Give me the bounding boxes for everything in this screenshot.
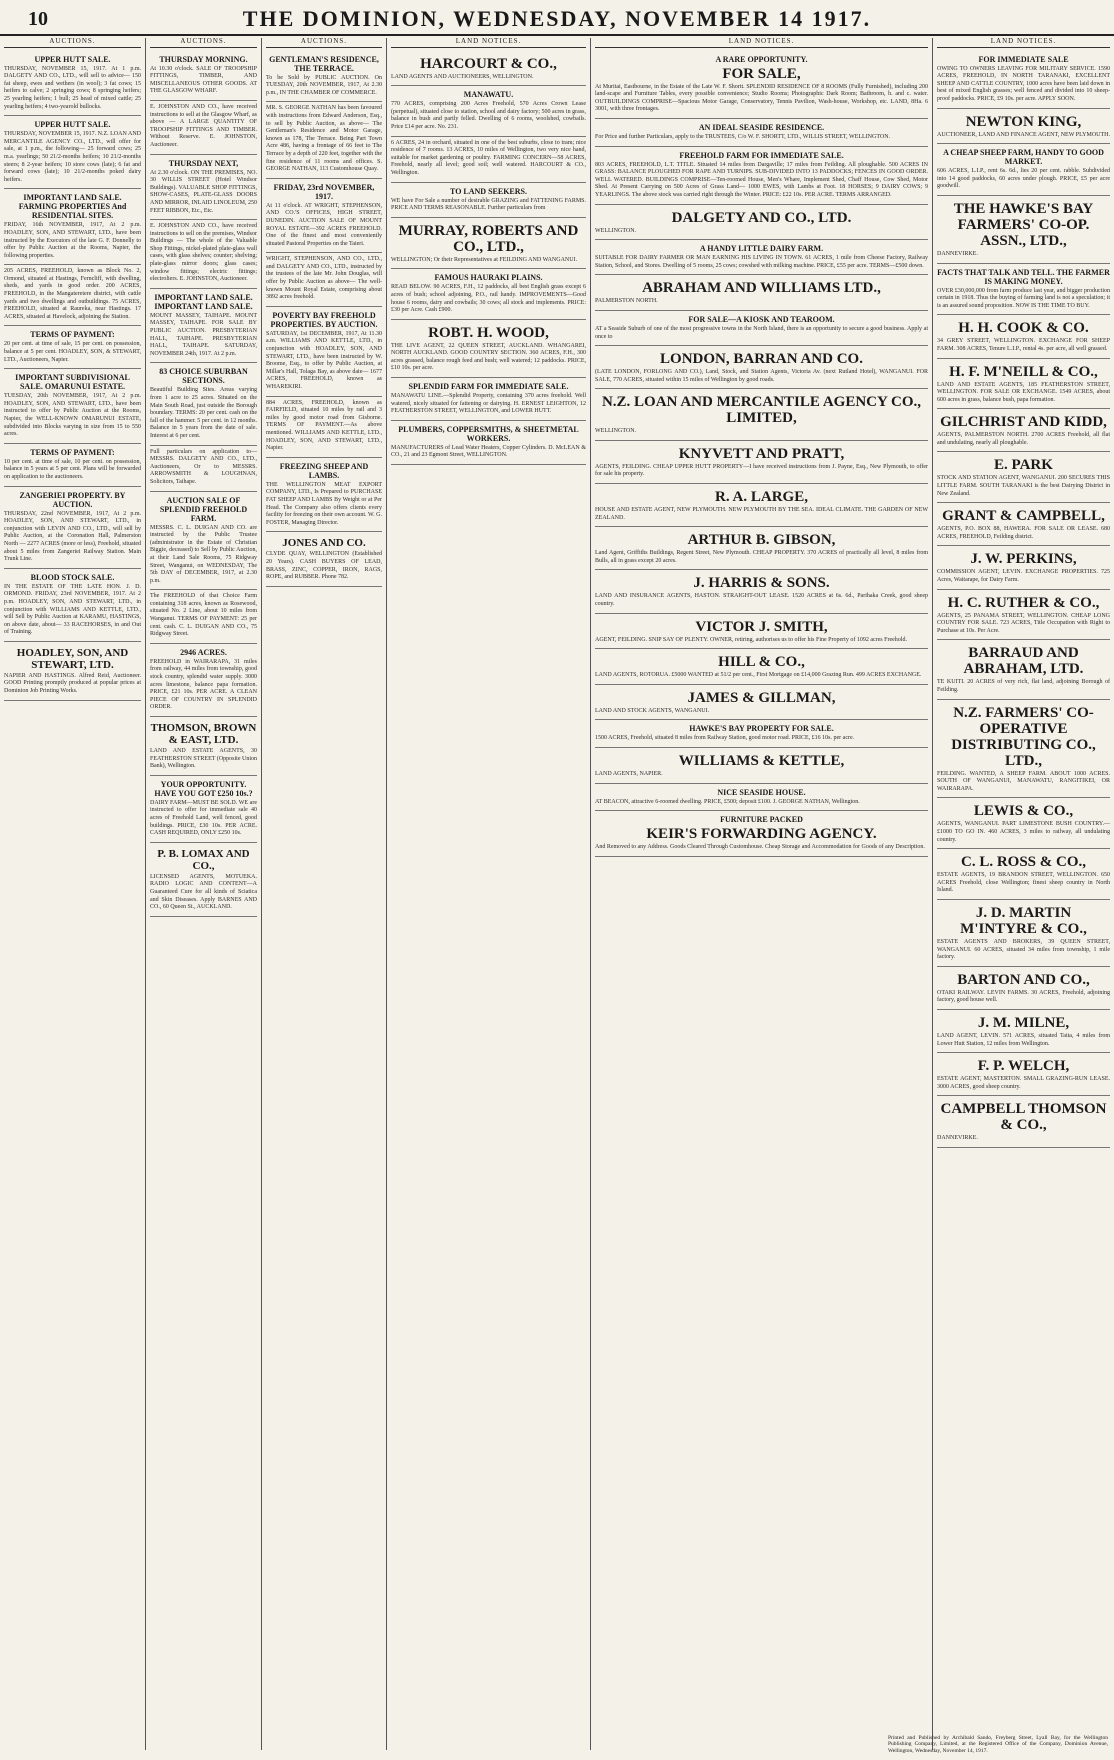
column-heading: AUCTIONS. xyxy=(266,38,382,48)
ad-firm-name: H. H. COOK & CO. xyxy=(958,320,1089,337)
ad-body: TUESDAY, 20th NOVEMBER, 1917, At 2 p.m. HOADLEY, SON, AND STEWART, LTD., have been instructed to offer by Public Auction at the Rooms, Napier, the WELL-KNOWN OMARUNUI ESTATE, subdivided into Blocks varying in size from 15 to 550 acres. xyxy=(4,393,141,438)
advertisement xyxy=(266,397,382,458)
ad-title: FREEHOLD FARM FOR IMMEDIATE SALE. xyxy=(679,150,844,160)
advertisement xyxy=(937,503,1110,546)
advertisement xyxy=(937,1053,1110,1096)
advertisement xyxy=(4,642,141,701)
advertisement xyxy=(4,116,141,189)
ad-body: DANNEVIRKE. xyxy=(937,1135,978,1142)
ad-firm-name: HILL & CO., xyxy=(718,654,805,671)
ad-body: LAND AGENTS AND AUCTIONEERS, WELLINGTON. xyxy=(391,73,534,80)
ad-title: 2946 ACRES. xyxy=(180,647,227,657)
advertisement xyxy=(150,446,257,492)
ad-body: AGENTS, 25 PANAMA STREET, WELLINGTON. CHEAP LONG COUNTRY FOR SALE. 723 ACRES, Title Occupation with Right to Purchase at 10s. Per Acre. xyxy=(937,612,1110,634)
advertisement xyxy=(937,109,1110,145)
advertisement xyxy=(4,189,141,265)
advertisement xyxy=(595,147,928,205)
ad-title: MANAWATU. xyxy=(463,90,514,100)
ad-body: AT a Seaside Suburb of one of the most progressive towns in the North Island, there is an opportunity to secure a good business. Apply at once to xyxy=(595,325,928,340)
ad-title: FRIDAY, 23rd NOVEMBER, 1917. xyxy=(273,182,375,201)
advertisement xyxy=(595,311,928,346)
advertisement xyxy=(266,179,382,254)
ad-body: THURSDAY, NOVEMBER 15, 1917. At 1 p.m. DALGETY AND CO., LTD., will sell to advice— 150 fat sheep, ewes and wethers (in wool); 3 fat cows; 15 heifers to calve; 2 springing cows; 8 springing heifers; 25 yearling heifers; 1 bull; 25 head of mixed cattle; 25 yearling heifers; 4 two-yearold bullocks. xyxy=(4,65,141,110)
advertisement xyxy=(595,484,928,527)
ad-body: Beautiful Building Sites. Areas varying from 1 acre to 25 acres. Situated on the Main South Road, just outside the Borough boundary. TERMS: 20 per cent. cash on the fall of the hammer. 5 per cent. in 12 months. Balance in 5 years from the date of sale. Interest at 6 per cent. xyxy=(150,387,257,439)
ad-firm-name: N.Z. LOAN AND MERCANTILE AGENCY CO., LIMITED, xyxy=(601,394,922,427)
advertisement xyxy=(150,644,257,717)
ad-firm-name: HARCOURT & CO., xyxy=(420,55,557,72)
ad-body: And Removed to any Address. Goods Cleared Through Customhouse. Cheap Storage and Accommodation for Goods of any Description. xyxy=(595,844,925,851)
ad-body: E. JOHNSTON AND CO., have received instructions to sell at the Glasgow Wharf, as above — A LARGE QUANTITY OF TROOPSHIP FITTINGS AND TIMBER. Without Reserve. E. JOHNSTON, Auctioneer. xyxy=(150,103,257,148)
ad-body: NAPIER AND HASTINGS. Alfred Reid, Auctioneer. GOOD Printing promptly produced at popular prices at Dominion Job Printing Works. xyxy=(4,672,141,695)
advertisement xyxy=(150,363,257,445)
advertisement xyxy=(937,1096,1110,1148)
advertisement xyxy=(595,685,928,721)
advertisement xyxy=(937,1010,1110,1053)
ad-firm-name: ROBT. H. WOOD, xyxy=(428,324,549,341)
newspaper-title: THE DOMINION, WEDNESDAY, NOVEMBER 14 1917. xyxy=(242,6,872,31)
ad-body: LAND AGENTS, ROTORUA. £5000 WANTED at 51/2 per cent., First Mortgage on £14,000 Grazing Run. 499 ACRES EXCHANGE. xyxy=(595,672,922,679)
ad-firm-name: DALGETY AND CO., LTD. xyxy=(671,209,852,226)
advertisement xyxy=(595,649,928,685)
column-1 xyxy=(0,38,146,1750)
advertisement xyxy=(937,700,1110,799)
ad-title: ZANGERIEI PROPERTY. BY AUCTION. xyxy=(19,490,126,509)
ad-firm-name: F. P. WELCH, xyxy=(977,1058,1070,1075)
ad-body: Land Agent, Griffiths Buildings, Regent Street, New Plymouth. CHEAP PROPERTY. 370 ACRES of practically all level, 8 miles from Bulls, all in grass except 20 acres. xyxy=(595,550,928,564)
advertisement xyxy=(937,452,1110,503)
ad-firm-name: P. B. LOMAX AND CO., xyxy=(157,847,250,872)
ad-title: 83 CHOICE SUBURBAN SECTIONS. xyxy=(159,367,248,386)
ad-firm-name: KEIR'S FORWARDING AGENCY. xyxy=(646,826,877,843)
ad-body: For Price and further Particulars, apply to the TRUSTEES, C/o W. F. SHORTT, LTD., WILLIS STREET, WELLINGTON. xyxy=(595,133,891,140)
ad-title: AUCTION SALE OF SPLENDID FREEHOLD FARM. xyxy=(159,495,248,523)
ad-title: POVERTY BAY FREEHOLD PROPERTIES. BY AUCTION. xyxy=(270,310,378,329)
ad-title: THURSDAY MORNING. xyxy=(159,54,248,64)
advertisement xyxy=(4,51,141,117)
advertisement xyxy=(937,849,1110,900)
ad-title: A RARE OPPORTUNITY. xyxy=(715,54,808,64)
ad-title: FACTS THAT TALK AND TELL. THE FARMER IS MAKING MONEY. xyxy=(937,267,1110,286)
ad-body: CLYDE QUAY, WELLINGTON (Established 20 Years). CASH BUYERS OF LEAD, BRASS, ZINC, COPPER, IRON, RAGS, ROPE, and RUBBER. Phone 782. xyxy=(266,551,382,581)
ad-body: OVER £30,000,000 from farm produce last year, and bigger production certain in 1918. Thus the buying of farming land is not a speculation; it is an assured sound proposition. NOW IS THE TIME TO BUY. xyxy=(937,287,1110,309)
ad-body: WELLINGTON. xyxy=(595,227,637,234)
ad-body: MR. S. GEORGE NATHAN has been favoured with instructions from Edward Anderson, Esq., to sell by Public Auction, as above— The Gentleman's Residence and Motor Garage, known as 178, The Terrace. Being Part Town Acre 486, having a frontage of 66 feet to The Terrace by a depth of 220 feet, together with the fine residence of 11 rooms and offices. S. GEORGE NATHAN, 113 Customhouse Quay. xyxy=(266,105,382,173)
advertisement xyxy=(391,421,586,465)
ad-firm-name: VICTOR J. SMITH, xyxy=(695,618,828,635)
ad-title: A CHEAP SHEEP FARM, HANDY TO GOOD MARKET. xyxy=(943,148,1104,167)
ad-title: AN IDEAL SEASIDE RESIDENCE. xyxy=(698,122,825,132)
ad-firm-name: NEWTON KING, xyxy=(965,113,1082,130)
advertisement xyxy=(4,265,141,326)
ad-firm-name: KNYVETT AND PRATT, xyxy=(678,445,845,462)
ad-firm-name: LONDON, BARRAN AND CO. xyxy=(660,351,863,368)
ad-firm-name: E. PARK xyxy=(994,457,1053,474)
ad-firm-name: GILCHRIST AND KIDD, xyxy=(940,414,1107,431)
ad-firm-name: CAMPBELL THOMSON & CO., xyxy=(940,1101,1107,1134)
ad-body: ESTATE AGENTS, 19 BRANDON STREET, WELLINGTON. 650 ACRES Freehold, close Wellington; finest sheep country in North Island. xyxy=(937,872,1110,894)
ad-title: HAWKE'S BAY PROPERTY FOR SALE. xyxy=(689,724,834,734)
ad-firm-name: MURRAY, ROBERTS AND CO., LTD., xyxy=(398,222,579,255)
ad-body: FREEHOLD in WAIRARAPA, 31 miles from railway, 44 miles from township, good stock country, splendid water supply. 3000 acres limestone, balance papa formation. PRICE, £21 10s. PER ACRE. A CLEAN PIECE OF COUNTRY IN SPLENDID ORDER. xyxy=(150,658,257,711)
ad-title: YOUR OPPORTUNITY. HAVE YOU GOT £250 10s.? xyxy=(154,779,253,798)
ad-body: PALMERSTON NORTH. xyxy=(595,298,658,305)
advertisement xyxy=(937,315,1110,358)
ad-title: IMPORTANT SUBDIVISIONAL SALE. OMARUNUI ESTATE. xyxy=(15,373,130,392)
ad-body: DAIRY FARM—MUST BE SOLD. WE are instructed to offer for immediate sale 40 acres of Freehold Land, well fenced, good buildings. PRICE, £30 10s. PER ACRE. CASH REQUIRED, ONLY £250 10s. xyxy=(150,799,257,837)
advertisement xyxy=(595,441,928,484)
advertisement xyxy=(391,137,586,183)
ad-firm-name: J. HARRIS & SONS. xyxy=(693,575,830,592)
ad-body: LICENSED AGENTS, MOTUEKA. RADIO LOGIC AND CONTENT—A Guaranteed Cure for all kinds of Sciatica and Skin Diseases. Apply BARNES AND CO., 60 Queen St., AUCKLAND. xyxy=(150,873,257,911)
ad-firm-name: J. M. MILNE, xyxy=(977,1014,1070,1031)
ad-firm-name: N.Z. FARMERS' CO-OPERATIVE DISTRIBUTING CO., LTD., xyxy=(951,704,1096,769)
ad-title: PLUMBERS, COPPERSMITHS, & SHEETMETAL WORKERS. xyxy=(398,424,579,443)
ad-body: DANNEVIRKE. xyxy=(937,250,978,257)
ad-body: 606 ACRES, L.I.P., rent 6s. 6d., lies 20 per cent. rabble. Subdivided into 14 good paddocks, 60 acres under plough. PRICE, £5 per acre goodwill. xyxy=(937,168,1110,190)
ad-body: 770 ACRES, comprising 200 Acres Freehold, 570 Acres Crown Lease (perpetual), situated close to station, school and dairy factory; 500 acres in grass, balance in bush and partly felled. Dwelling of 6 rooms, woolshed, cowbails. Price £14 per acre. No. 231. xyxy=(391,101,586,130)
advertisement xyxy=(4,369,141,444)
ad-title: IMPORTANT LAND SALE. FARMING PROPERTIES And RESIDENTIAL SITES. xyxy=(18,193,127,221)
ad-firm-name: THE HAWKE'S BAY FARMERS' CO-OP. ASSN., LTD., xyxy=(953,200,1094,249)
ad-body: WELLINGTON; Or their Representatives at FEILDING AND WANGANUI. xyxy=(391,256,578,263)
ad-body: LAND AGENTS, NAPIER. xyxy=(595,771,663,777)
ad-body: AGENTS, PALMERSTON NORTH. 2700 ACRES Freehold, all flat and undulating, nearly all ploughable. xyxy=(937,432,1110,446)
advertisement xyxy=(150,776,257,843)
column-heading: AUCTIONS. xyxy=(150,38,257,48)
advertisement xyxy=(150,289,257,364)
ad-firm-name: ARTHUR B. GIBSON, xyxy=(687,532,836,549)
ad-firm-name: BARRAUD AND ABRAHAM, LTD. xyxy=(963,645,1084,678)
advertisement xyxy=(595,527,928,570)
advertisement xyxy=(937,144,1110,196)
advertisement xyxy=(595,275,928,311)
ad-body: MESSRS. C. L. DUIGAN AND CO. are instructed by the Public Trustee (administrator in the Estate of Christian Biggie, deceased) to Sell by Public Auction, at their Land Sale Rooms, 75 Ridgway Street, Wanganui, on WEDNESDAY, The 5th DAY of DECEMBER, 1917, at 2.30 p.m. xyxy=(150,524,257,584)
advertisement xyxy=(595,240,928,275)
advertisement xyxy=(937,900,1110,967)
advertisement xyxy=(937,798,1110,849)
ad-body: READ BELOW. 90 ACRES, F.H., 12 paddocks, all best English grass except 6 acres of bush; school adjoining, P.O., rail handy. IMPROVEMENTS—Good house 6 rooms, dairy and cowbails; 30 cows; all stock and implements. PRICE: £30 per Acre. Cash £900. xyxy=(391,284,586,314)
ad-body: TE KUITI. 20 ACRES of very rich, flat land, adjoining Borough of Feilding. xyxy=(937,679,1110,693)
advertisement xyxy=(150,590,257,644)
advertisement xyxy=(4,487,141,569)
advertisement xyxy=(937,640,1110,699)
ad-title: FREEZING SHEEP AND LAMBS. xyxy=(279,461,369,480)
ad-body: At 2.30 o'clock. ON THE PREMISES, NO. 30 WILLIS STREET (Hotel Windsor Buildings). VALUABLE SHOP FITTINGS, SHOW-CASES, PLATE-GLASS DOORS AND MIRROR, INLAID LINOLEUM, 250 FEET RIBBON, Etc., Etc. xyxy=(150,169,257,214)
ad-body: At 11 o'clock. AT WRIGHT, STEPHENSON, AND CO.'S OFFICES, HIGH STREET, DUNEDIN. AUCTION SALE OF MOUNT ROYAL ESTATE—392 ACRES FREEHOLD. One of the finest and most conveniently situated Pastoral Properties on the Taieri. xyxy=(266,202,382,247)
ad-title: TERMS OF PAYMENT: xyxy=(30,447,115,457)
advertisement xyxy=(150,220,257,289)
advertisement xyxy=(595,119,928,147)
ad-firm-name: JAMES & GILLMAN, xyxy=(687,689,836,706)
advertisement xyxy=(266,458,382,533)
ad-body: 1500 ACRES, Freehold, situated 8 miles from Railway Station, good motor road. PRICE, £16 10s. per acre. xyxy=(595,735,855,742)
advertisement xyxy=(266,532,382,586)
column-heading: LAND NOTICES. xyxy=(595,38,928,48)
advertisement xyxy=(391,86,586,136)
ad-body: LAND AND STOCK AGENTS, WANGANUI. xyxy=(595,707,710,714)
ad-title: IMPORTANT LAND SALE. IMPORTANT LAND SALE. xyxy=(154,292,253,311)
ad-body: AGENTS, FEILDING. CHEAP UPPER HUTT PROPERTY—I have received instructions from J. Payne, Esq., New Plymouth, to offer for sale his property. xyxy=(595,463,928,478)
page-number: 10 xyxy=(28,8,48,30)
ad-firm-name: HOADLEY, SON, AND STEWART, LTD. xyxy=(16,646,129,671)
advertisement xyxy=(4,326,141,369)
ad-title: TERMS OF PAYMENT: xyxy=(30,330,115,340)
ad-body: AT BEACON, attractive 6-roomed dwelling. PRICE, £500; deposit £100. J. GEORGE NATHAN, Wellington. xyxy=(595,798,860,805)
column-heading: LAND NOTICES. xyxy=(391,38,586,48)
ad-body: At 10.30 o'clock. SALE OF TROOPSHIP FITTINGS, TIMBER, AND MISCELLANEOUS OTHER GOODS. AT THE GLASGOW WHARF. xyxy=(150,65,257,95)
advertisement xyxy=(595,720,928,748)
ad-title: A HANDY LITTLE DAIRY FARM. xyxy=(699,244,824,254)
ad-title: THURSDAY NEXT, xyxy=(168,158,239,168)
ad-firm-name: J. W. PERKINS, xyxy=(970,551,1077,568)
advertisement xyxy=(595,748,928,784)
ad-body: COMMISSION AGENT, LEVIN. EXCHANGE PROPERTIES. 725 Acres, Waitarape, for Dairy Farm. xyxy=(937,569,1110,584)
column-3 xyxy=(262,38,387,1750)
ad-body: OTAKI RAILWAY. LEVIN FARMS. 30 ACRES, Freehold, adjoining factory, good house well. xyxy=(937,989,1110,1004)
advertisement xyxy=(266,253,382,307)
ad-title: FOR SALE—A KIOSK AND TEAROOM. xyxy=(688,314,835,324)
ad-body: THE LIVE AGENT, 22 QUEEN STREET, AUCKLAND. WHANGAREI, NORTH AUCKLAND. GOOD COUNTRY SECTION. 360 ACRES, F.H., 300 acres grassed, balance rough feed and bush; well watered; 12 paddocks. PRICE, £10 10s. per acre. xyxy=(391,342,586,372)
advertisement xyxy=(266,307,382,397)
advertisement xyxy=(595,570,928,613)
advertisement xyxy=(391,218,586,270)
advertisement xyxy=(937,196,1110,264)
ad-body: 10 per cent. at time of sale, 10 per cent. on possession, balance in 5 years at 5 per cent. Plans will be forwarded on application to the auctioneers. xyxy=(4,458,141,480)
ad-title: GENTLEMAN'S RESIDENCE, THE TERRACE. xyxy=(269,54,379,73)
advertisement xyxy=(391,183,586,218)
advertisement xyxy=(937,546,1110,589)
ad-firm-name: BARTON AND CO., xyxy=(957,971,1090,988)
advertisement xyxy=(595,51,928,119)
masthead xyxy=(0,0,1114,36)
ad-firm-name: R. A. LARGE, xyxy=(715,489,808,506)
ad-firm-name: GRANT & CAMPBELL, xyxy=(942,508,1105,525)
ad-body: AUCTIONEER, LAND AND FINANCE AGENT, NEW PLYMOUTH. xyxy=(937,131,1111,138)
ad-body: At Muritai, Eastbourne, in the Estate of the Late W. F. Shortt. SPLENDID RESIDENCE OF 8 ROOMS (Fully Furnished), including 200 land-scape and Furniture Tables, every possible convenience; Studio Rooms; Photographic Dark Room; Bathroom, h. and c. water. OUTBUILDINGS COMPRISE—Spacious Motor Garage, Conservatory, Tennis Pavilion, Wash-house, Workshop, etc. LAND, 8Ha. 6 3001, with three frontages. xyxy=(595,83,928,113)
column-heading: AUCTIONS. xyxy=(4,38,141,48)
ad-body: LAND AND ESTATE AGENTS, 185 FEATHERSTON STREET, WELLINGTON. FOR SALE OR EXCHANGE. 1549 ACRES, about 600 acres in grass, balance bush, papa formation. xyxy=(937,381,1110,403)
ad-firm-name: H. C. RUTHER & CO., xyxy=(947,594,1100,611)
advertisement xyxy=(391,269,586,319)
ad-body: OWING TO OWNERS LEAVING FOR MILITARY SERVICE. 1590 ACRES, FREEHOLD, IN NORTH TARANAKI, EXCELLENT SHEEP AND CATTLE COUNTRY, 1000 acres have been laid down in best of mixed English grasses; well fenced and divided into 10 sheep-proof paddocks. PRICE, £9 10s. per acre. APPLY SOON. xyxy=(937,65,1110,102)
ad-title: FAMOUS HAURAKI PLAINS. xyxy=(434,273,543,283)
ad-body: THURSDAY, NOVEMBER 15, 1917. N.Z. LOAN AND MERCANTILE AGENCY CO., LTD., will offer for sale, at 1 p.m., the following— 25 forward cows; 25 m.a. yearlings; 50 21/2-months heifers; 10 21/2-months steers; 8 2-year heifers; 10 store cows (late); 6 fat and forward cows (late); 10 21/2-months poked dairy heifers. xyxy=(4,131,141,183)
ad-firm-name: THOMSON, BROWN & EAST, LTD. xyxy=(150,722,257,746)
ad-body: 205 ACRES, FREEHOLD, known as Block No. 2, Ormond, situated at Hastings, Ferncliff, with dwelling, sheds, and yards in good order. 200 ACRES, FREEHOLD, in the Mangateretere district, with cattle yards and two dwellings and outbuildings. 75 ACRES, FREEHOLD, situated at Raureka, near Hastings. 17 ACRES, situated at Havelock, adjoining the Station. xyxy=(4,268,141,320)
ad-title: NICE SEASIDE HOUSE. xyxy=(717,787,806,797)
ad-body: 6 ACRES, 24 in orchard, situated in one of the best suburbs, close to tram; nice residence of 7 rooms. 13 ACRES, 10 miles of Wellington, two very nice hand, suitable for market gardening or poultry. FARMING CONCERN—58 ACRES, Freehold, nearly all level; good soil; well watered. HARCOURT & CO., Wellington. xyxy=(391,139,586,176)
advertisement xyxy=(937,967,1110,1010)
ad-body: AGENT, FEILDING. SNIP SAY OF PLENTY. OWNER, retiring, authorises us to offer his Fine Property of 1092 acres Freehold. xyxy=(595,636,907,643)
ad-firm-name: C. L. ROSS & CO., xyxy=(960,854,1087,871)
advertisement xyxy=(150,717,257,776)
advertisement xyxy=(150,155,257,221)
ad-body: AGENTS, P.O. BOX 88, HAWERA. FOR SALE OR LEASE. 680 ACRES, FREEHOLD, Feilding district. xyxy=(937,526,1110,540)
ad-firm-name: J. D. MARTIN M'INTYRE & CO., xyxy=(960,904,1087,937)
ad-title: TO LAND SEEKERS. xyxy=(450,186,527,196)
advertisement xyxy=(937,409,1110,452)
advertisement xyxy=(595,205,928,241)
ad-body: MOUNT MASSEY, TAIHAPE. MOUNT MASSEY, TAIHAPE. FOR SALE BY PUBLIC AUCTION. PRESBYTERIAN HALL, TAIHAPE. PRESBYTERIAN HALL, TAIHAPE. SATURDAY, NOVEMBER 24th, 1917. At 2 p.m. xyxy=(150,312,257,357)
column-2 xyxy=(146,38,262,1750)
ad-body: The FREEHOLD of that Choice Farm containing 318 acres, known as Rosewood, situated No. 2 Line, about 10 miles from Wanganui. TERMS OF PAYMENT: 25 per cent. cash. C. L. DUIGAN AND CO., 75 Ridgway Street. xyxy=(150,593,257,638)
advertisement xyxy=(266,102,382,178)
ad-title: SPLENDID FARM FOR IMMEDIATE SALE. xyxy=(408,382,569,392)
advertisement xyxy=(266,51,382,103)
column-6 xyxy=(933,38,1114,1750)
ad-title: UPPER HUTT SALE. xyxy=(34,54,111,64)
ad-body: 34 GREY STREET, WELLINGTON. EXCHANGE FOR SHEEP FARM. 308 ACRES, Tenure L.I.P., rental 4s. per acre, all well grassed. xyxy=(937,338,1110,352)
ad-body: LAND AND ESTATE AGENTS, 30 FEATHERSTON STREET (Opposite Union Bank), Wellington. xyxy=(150,748,257,770)
advertisement xyxy=(937,590,1110,641)
ad-firm-name: LEWIS & CO., xyxy=(973,803,1074,820)
advertisement xyxy=(595,811,928,857)
advertisement xyxy=(391,378,586,421)
publisher-imprint: Printed and Published by Archibald Sando, Freyberg Street, Lyall Bay, for the Wellington Publishing Company, Limited, at the Registered Office of the Company, Dominion Avenue, Wellington, Wednesday, November 14, 1917. xyxy=(888,1734,1108,1754)
ad-firm-name: JONES AND CO. xyxy=(282,537,366,550)
ad-body: IN THE ESTATE OF THE LATE HON. J. D. ORMOND. FRIDAY, 23rd NOVEMBER, 1917. At 2 p.m. HOADLEY, SON, AND STEWART, LTD., in conjunction with WILLIAMS AND KETTLE, LTD., will Sell by Public Auction at KARAMU, HASTINGS, on above date, about— 33 RACEHORSES, in and Out of Training. xyxy=(4,583,141,636)
ad-body: SATURDAY, 1st DECEMBER, 1917, At 11.30 a.m. WILLIAMS AND KETTLE, LTD., in conjunction with HOADLEY, SON, AND STEWART, LTD., have been instructed by W. Broome, Esq., to offer by Public Auction, at Millar's Hall, Tolaga Bay, as above date— 1677 ACRES, FREEHOLD, known as WHAREKIRI. xyxy=(266,330,382,390)
ad-body: SUITABLE FOR DAIRY FARMER OR MAN EARNING HIS LIVING IN TOWN. 61 ACRES, 1 mile from Cheese Factory, Railway Station, School, and Stores. Dwelling of 5 rooms, 25 cows; cowshed with milking machine. PRICE, £55 per acre. TERMS—£500 down. xyxy=(595,255,928,269)
ad-body: LAND AND INSURANCE AGENTS, HASTON. STRAIGHT-OUT LEASE. 1520 ACRES at 6s. 6d., Parihaka Creek, good sheep country. xyxy=(595,593,928,608)
ad-body: AGENTS, WANGANUI. PART LIMESTONE BUSH COUNTRY.—£1000 TO GO IN. 460 ACRES, 3 miles to railway, all undulating country. xyxy=(937,821,1110,843)
advertisement xyxy=(391,320,586,378)
ad-body: E. JOHNSTON AND CO., have received instructions to sell on the premises, Windsor Buildings — The whole of the Valuable Shop Fittings, nickel-plated plate-glass wall cases, with glass shelves; counter; shelving; plate-glass mirror doors; glass cases; window fittings; electric fittings; electroliers. E. JOHNSTON, Auctioneer. xyxy=(150,223,257,283)
ad-body: FRIDAY, 16th NOVEMBER, 1917, At 2 p.m. HOADLEY, SON, AND STEWART, LTD., have been instructed by the Executors of the late G. F. Donnelly to offer by Public Auction at the Rooms, Napier, the following properties. xyxy=(4,222,141,259)
ad-body: MANAWATU LINE.—Splendid Property, containing 370 acres freehold. Well watered, nicely situated for fattening or dairying. H. ERNEST LEIGHTON, 12 FEATHERSTON STREET, WELLINGTON, and LOWER HUTT. xyxy=(391,393,586,415)
ad-body: (LATE LONDON, FORLONG AND CO.), Land, Stock, and Station Agents, Victoria Av. (next Rutland Hotel), WANGANUI. FOR SALE, 770 ACRES, situated within 15 miles of Wellington by good roads. xyxy=(595,369,928,383)
ad-body: To be Sold by PUBLIC AUCTION. On TUESDAY, 20th NOVEMBER, 1917, At 2.30 p.m., IN THE CHAMBER OF COMMERCE. xyxy=(266,74,382,96)
ad-body: THURSDAY, 22nd NOVEMBER, 1917, At 2 p.m. HOADLEY, SON, AND STEWART, LTD., in conjunction with LEVIN AND CO., LTD., will sell by Public Auction, at the Coronation Hall, Palmerston North — 2277 ACRES (more or less), Freehold, situated about 5 miles from Zangeriei Railway Station. Main Trunk Line. xyxy=(4,510,141,563)
ad-title: BLOOD STOCK SALE. xyxy=(30,572,115,582)
advertisement xyxy=(4,444,141,487)
ad-body: STOCK AND STATION AGENT, WANGANUI. 200 SECURES THIS LITTLE FARM. SOUTH TARANAKI is the best Dairying District in New Zealand. xyxy=(937,475,1110,497)
ad-firm-name: ABRAHAM AND WILLIAMS LTD., xyxy=(642,280,881,297)
ad-body: LAND AGENT, LEVIN. 571 ACRES, situated Taita, 4 miles from Lower Hutt Station, 12 miles from Wellington. xyxy=(937,1032,1110,1047)
advertisement xyxy=(150,101,257,155)
advertisement xyxy=(391,51,586,87)
ad-body: 20 per cent. at time of sale, 15 per cent. on possession, balance at 5 per cent. HOADLEY, SON, & STEWART, LTD., Auctioneers, Napier. xyxy=(4,341,141,363)
advertisement xyxy=(937,51,1110,109)
ad-body: ESTATE AGENT, MASTERTON. SMALL GRAZING-RUN LEASE. 3000 ACRES, good sheep country. xyxy=(937,1076,1110,1090)
ad-title: FURNITURE PACKED xyxy=(720,815,803,825)
ad-body: WE have For Sale a number of desirable GRAZING and FATTENING FARMS. PRICE AND TERMS REASONABLE. Further particulars from xyxy=(391,197,586,212)
ad-firm-name: FOR SALE, xyxy=(722,65,801,82)
ad-firm-name: H. F. M'NEILL & CO., xyxy=(949,363,1098,380)
ad-body: Full particulars on application to— MESSRS. DALGETY AND CO., LTD., Auctioneers, Or to MESSRS. ARROWSMITH & LOUGHNAN, Solicitors, Taihape. xyxy=(150,448,257,485)
advertisement xyxy=(150,843,257,917)
ad-body: FEILDING. WANTED, A SHEEP FARM. ABOUT 1000 ACRES. SOUTH OF WANGANUI, MANAWATU, RANGITIKEI, OR WAIRARAPA. xyxy=(937,770,1110,792)
advertisement xyxy=(937,264,1110,316)
ad-body: THE WELLINGTON MEAT EXPORT COMPANY, LTD., Is Prepared to PURCHASE FAT SHEEP AND LAMBS By Weight or at Per Head. The Company also offers clients every facility for freezing on their own account. W. G. FOSTER, Managing Director. xyxy=(266,481,382,526)
advertisement xyxy=(595,614,928,650)
ad-title: FOR IMMEDIATE SALE xyxy=(978,54,1069,64)
ad-body: HOUSE AND ESTATE AGENT, NEW PLYMOUTH. NEW PLYMOUTH BY THE SEA. IDEAL CLIMATE. THE GARDEN OF NEW ZEALAND. xyxy=(595,507,928,521)
advertisement xyxy=(150,51,257,101)
column-4 xyxy=(387,38,591,1750)
ad-body: WELLINGTON. xyxy=(595,428,637,435)
ad-body: 803 ACRES, FREEHOLD, L.T. TITLE. Situated 14 miles from Dargaville; 17 miles from Feilding. All ploughable. 500 ACRES IN GRASS: BALANCE PLOUGHED FOR RAPE AND TURNIPS. SUB-DIVIDED INTO 13 PADDOCKS; FENCES IN GOOD ORDER. WELL WATERED. BUILDINGS COMPRISE—Ten-roomed House, Men's Whare, Implement Shed, Chaff House, Cow Shed, Motor Shed. At Present Carrying on 500 Acres of Grass Land— 1000 EWES, with Lambs at Foot. 18 HORSES; 9 DAIRY COWS; 9 YEARLINGS. The above stock was carried right through the Winter. PRICE: £22 10s. PER ACRE. TERMS ARRANGED. xyxy=(595,161,928,198)
advertisement xyxy=(595,389,928,441)
ad-firm-name: WILLIAMS & KETTLE, xyxy=(678,753,845,769)
advertisement xyxy=(150,492,257,591)
advertisement xyxy=(4,569,141,642)
ad-body: MANUFACTURERS of Lead Water Heaters, Copper Cylinders. D. McLEAN & CO., 21 and 23 Egmont Street, WELLINGTON. xyxy=(391,444,586,459)
column-heading: LAND NOTICES. xyxy=(937,38,1110,48)
advertisement xyxy=(937,359,1110,410)
ad-body: 884 ACRES, FREEHOLD, known as FAIRFIELD, situated 10 miles by rail and 3 miles by good motor road from Gisborne. TERMS OF PAYMENT.—As above mentioned. WILLIAMS AND KETTLE, LTD., HOADLEY, SON, AND STEWART, LTD., Napier. xyxy=(266,399,382,452)
ad-body: ESTATE AGENTS AND BROKERS, 39 QUEEN STREET, WANGANUI. 60 ACRES, situated 34 miles from township, 1 mile factory. xyxy=(937,938,1110,961)
advertisement xyxy=(595,346,928,389)
advertisement xyxy=(595,784,928,812)
ad-body: WRIGHT, STEPHENSON, AND CO., LTD., and DALGETY AND CO., LTD., instructed by the trustees of the late Mr. John Douglas, will offer by Public Auction as above— The well-known Mount Royal Estate, comprising about 3892 acres freehold. xyxy=(266,256,382,301)
ad-title: UPPER HUTT SALE. xyxy=(34,120,111,130)
column-5 xyxy=(591,38,933,1750)
